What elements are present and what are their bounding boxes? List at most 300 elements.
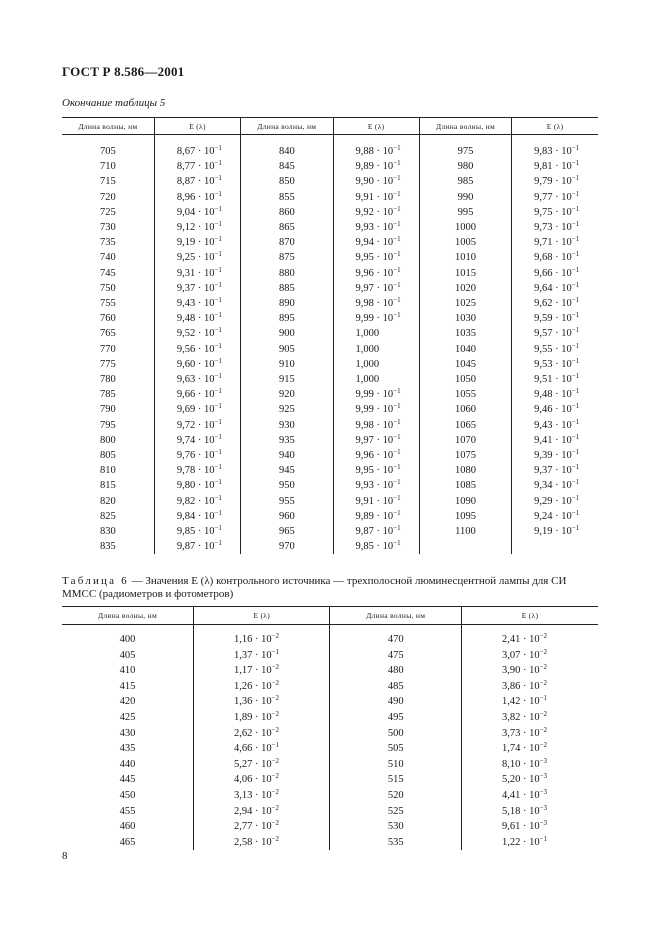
exponent: −2 (271, 709, 280, 718)
irradiance-cell: $3,73 \cdot 10^{-2}$ (461, 726, 598, 742)
irradiance-cell: $9,91 \cdot 10^{-1}$ (333, 190, 419, 205)
wavelength-cell: 895 (241, 311, 333, 326)
exponent: −1 (393, 159, 401, 168)
wavelength-cell: 885 (241, 281, 333, 296)
wavelength-cell: 990 (419, 190, 511, 205)
wavelength-cell: 855 (241, 190, 333, 205)
exponent: −1 (214, 387, 222, 396)
wavelength-cell: 1090 (419, 494, 511, 509)
exponent: −1 (571, 387, 580, 396)
exponent: −1 (571, 144, 580, 152)
wavelength-cell: 860 (241, 205, 333, 220)
irradiance-cell: $9,19 \cdot 10^{-1}$ (154, 235, 240, 250)
wavelength-cell: 1095 (419, 509, 511, 524)
irradiance-cell: $9,57 \cdot 10^{-1}$ (512, 326, 598, 341)
exponent: −1 (214, 539, 222, 548)
exponent: −1 (571, 174, 580, 183)
table-row (62, 448, 598, 463)
wavelength-cell: 810 (100, 465, 116, 477)
irradiance-cell: $8,10 \cdot 10^{-3}$ (461, 757, 598, 773)
irradiance-cell: $9,53 \cdot 10^{-1}$ (512, 357, 598, 372)
wavelength-cell: 875 (241, 250, 333, 265)
exponent: −1 (214, 280, 222, 289)
table-row (62, 387, 598, 402)
wavelength-cell: 975 (419, 144, 511, 159)
irradiance-cell: $4,66 \cdot 10^{-1}$ (193, 741, 330, 757)
irradiance-cell: $9,74 \cdot 10^{-1}$ (154, 433, 240, 448)
irradiance-cell: $9,61 \cdot 10^{-3}$ (461, 819, 598, 835)
exponent: −1 (393, 539, 401, 548)
wavelength-cell: 1015 (419, 266, 511, 281)
wavelength-cell: 960 (241, 509, 333, 524)
irradiance-cell: $1,17 \cdot 10^{-2}$ (193, 663, 330, 679)
wavelength-cell: 825 (100, 510, 116, 522)
wavelength-cell: 845 (241, 159, 333, 174)
column-header-wavelength: Длина волны, нм (330, 607, 461, 625)
table-row (62, 524, 598, 539)
exponent: −1 (393, 524, 401, 533)
exponent: −1 (271, 647, 280, 656)
exponent: −1 (539, 694, 548, 703)
wavelength-cell: 530 (330, 819, 461, 835)
exponent: −1 (393, 296, 401, 305)
wavelength-cell: 870 (241, 235, 333, 250)
exponent: −2 (539, 632, 548, 640)
wavelength-cell: 490 (330, 694, 461, 710)
wavelength-cell: 1030 (419, 311, 511, 326)
table-row (62, 835, 598, 851)
irradiance-cell: $9,90 \cdot 10^{-1}$ (333, 174, 419, 189)
irradiance-cell: $3,86 \cdot 10^{-2}$ (461, 679, 598, 695)
table-row (62, 326, 598, 341)
irradiance-cell: $9,19 \cdot 10^{-1}$ (512, 524, 598, 539)
wavelength-cell: 1085 (419, 478, 511, 493)
wavelength-cell: 765 (100, 328, 116, 340)
wavelength-cell: 880 (241, 266, 333, 281)
exponent: −3 (539, 819, 548, 828)
irradiance-cell: $1,89 \cdot 10^{-2}$ (193, 710, 330, 726)
irradiance-cell: $8,67 \cdot 10^{-1}$ (154, 144, 240, 159)
table-row (62, 757, 598, 773)
table-row (62, 819, 598, 835)
irradiance-cell: $9,89 \cdot 10^{-1}$ (333, 509, 419, 524)
irradiance-cell: $9,85 \cdot 10^{-1}$ (154, 524, 240, 539)
irradiance-cell: $9,66 \cdot 10^{-1}$ (512, 266, 598, 281)
irradiance-cell: $9,04 \cdot 10^{-1}$ (154, 205, 240, 220)
exponent: −1 (571, 417, 580, 426)
irradiance-cell: $9,98 \cdot 10^{-1}$ (333, 296, 419, 311)
irradiance-cell: $1,37 \cdot 10^{-1}$ (193, 648, 330, 664)
irradiance-cell: $9,41 \cdot 10^{-1}$ (512, 433, 598, 448)
irradiance-cell: $8,77 \cdot 10^{-1}$ (154, 159, 240, 174)
irradiance-cell: $9,87 \cdot 10^{-1}$ (333, 524, 419, 539)
exponent: −1 (393, 448, 401, 457)
table-row (62, 205, 598, 220)
wavelength-cell: 495 (330, 710, 461, 726)
exponent: −1 (393, 463, 401, 472)
wavelength-cell: 405 (119, 649, 136, 661)
irradiance-cell: $3,07 \cdot 10^{-2}$ (461, 648, 598, 664)
exponent: −1 (214, 508, 222, 517)
irradiance-cell: $9,29 \cdot 10^{-1}$ (512, 494, 598, 509)
irradiance-cell: $4,06 \cdot 10^{-2}$ (193, 772, 330, 788)
irradiance-cell: $9,97 \cdot 10^{-1}$ (333, 433, 419, 448)
irradiance-cell: $9,87 \cdot 10^{-1}$ (154, 539, 240, 554)
exponent: −2 (271, 663, 280, 672)
table-row (62, 772, 598, 788)
wavelength-cell: 980 (419, 159, 511, 174)
wavelength-cell: 470 (330, 632, 461, 648)
wavelength-cell: 425 (119, 711, 136, 723)
irradiance-cell: $9,39 \cdot 10^{-1}$ (512, 448, 598, 463)
irradiance-cell: $5,27 \cdot 10^{-2}$ (193, 757, 330, 773)
irradiance-cell: $8,96 \cdot 10^{-1}$ (154, 190, 240, 205)
exponent: −1 (214, 478, 222, 487)
irradiance-cell: $4,41 \cdot 10^{-3}$ (461, 788, 598, 804)
exponent: −1 (214, 372, 222, 381)
exponent: −2 (271, 725, 280, 734)
wavelength-cell: 400 (119, 634, 136, 645)
irradiance-cell: $9,97 \cdot 10^{-1}$ (333, 281, 419, 296)
irradiance-cell: $9,96 \cdot 10^{-1}$ (333, 448, 419, 463)
table-row (62, 539, 598, 554)
wavelength-cell: 1000 (419, 220, 511, 235)
table-row (62, 281, 598, 296)
column-header-e: E (λ) (193, 607, 330, 625)
wavelength-cell: 740 (100, 252, 116, 264)
exponent: −1 (571, 448, 580, 457)
table-row (62, 788, 598, 804)
irradiance-cell: $9,63 \cdot 10^{-1}$ (154, 372, 240, 387)
wavelength-cell: 930 (241, 418, 333, 433)
exponent: −1 (571, 524, 580, 533)
irradiance-cell: $9,94 \cdot 10^{-1}$ (333, 235, 419, 250)
table-row (62, 726, 598, 742)
wavelength-cell: 910 (241, 357, 333, 372)
exponent: −3 (539, 772, 548, 781)
irradiance-cell: $9,37 \cdot 10^{-1}$ (512, 463, 598, 478)
exponent: −2 (271, 803, 280, 812)
table-row (62, 433, 598, 448)
exponent: −1 (571, 159, 580, 168)
exponent: −1 (393, 189, 401, 198)
wavelength-cell: 985 (419, 174, 511, 189)
wavelength-cell: 750 (100, 282, 116, 294)
exponent: −1 (393, 144, 401, 152)
exponent: −1 (393, 220, 401, 229)
table-row (62, 190, 598, 205)
irradiance-cell: $9,95 \cdot 10^{-1}$ (333, 250, 419, 265)
wavelength-cell: 735 (100, 237, 116, 249)
wavelength-cell: 945 (241, 463, 333, 478)
irradiance-cell: $1,36 \cdot 10^{-2}$ (193, 694, 330, 710)
wavelength-cell: 460 (119, 821, 136, 833)
column-header-e: E (λ) (461, 607, 598, 625)
exponent: −1 (214, 204, 222, 213)
wavelength-cell: 710 (100, 161, 116, 173)
irradiance-cell: $9,93 \cdot 10^{-1}$ (333, 478, 419, 493)
irradiance-cell: $2,77 \cdot 10^{-2}$ (193, 819, 330, 835)
exponent: −2 (539, 647, 548, 656)
table-row (62, 159, 598, 174)
irradiance-cell: $9,43 \cdot 10^{-1}$ (154, 296, 240, 311)
irradiance-cell: $9,91 \cdot 10^{-1}$ (333, 494, 419, 509)
wavelength-cell: 1065 (419, 418, 511, 433)
exponent: −1 (393, 493, 401, 502)
column-header-wavelength: Длина волны, нм (62, 607, 193, 625)
column-header-e: E (λ) (333, 118, 419, 135)
irradiance-cell: $1,16 \cdot 10^{-2}$ (193, 632, 330, 648)
exponent: −1 (539, 834, 548, 843)
wavelength-cell: 775 (100, 358, 116, 370)
exponent: −1 (214, 189, 222, 198)
exponent: −1 (571, 235, 580, 244)
irradiance-cell: $9,56 \cdot 10^{-1}$ (154, 342, 240, 357)
irradiance-cell: $9,83 \cdot 10^{-1}$ (512, 144, 598, 159)
exponent: −2 (271, 819, 280, 828)
exponent: −1 (214, 235, 222, 244)
exponent: −2 (271, 756, 280, 765)
exponent: −1 (571, 189, 580, 198)
table-row (62, 694, 598, 710)
irradiance-cell: $9,99 \cdot 10^{-1}$ (333, 402, 419, 417)
table-row (62, 632, 598, 648)
irradiance-cell: $9,88 \cdot 10^{-1}$ (333, 144, 419, 159)
wavelength-cell: 1010 (419, 250, 511, 265)
exponent: −1 (571, 341, 580, 350)
exponent: −1 (571, 432, 580, 441)
irradiance-cell: $9,80 \cdot 10^{-1}$ (154, 478, 240, 493)
irradiance-cell: $1,22 \cdot 10^{-1}$ (461, 835, 598, 851)
exponent: −1 (571, 311, 580, 320)
irradiance-cell: $5,18 \cdot 10^{-3}$ (461, 804, 598, 820)
irradiance-cell: 1,000 (333, 357, 419, 372)
irradiance-cell: $9,96 \cdot 10^{-1}$ (333, 266, 419, 281)
table-row (62, 494, 598, 509)
irradiance-cell: $9,79 \cdot 10^{-1}$ (512, 174, 598, 189)
wavelength-cell: 965 (241, 524, 333, 539)
table-row (62, 266, 598, 281)
exponent: −1 (393, 387, 401, 396)
exponent: −1 (571, 296, 580, 305)
document-header: ГОСТ Р 8.586—2001 (62, 64, 185, 79)
wavelength-cell: 450 (119, 789, 136, 801)
exponent: −1 (393, 432, 401, 441)
table-row (62, 372, 598, 387)
wavelength-cell: 720 (100, 191, 116, 203)
wavelength-cell: 515 (330, 772, 461, 788)
wavelength-cell: 1040 (419, 342, 511, 357)
exponent: −1 (393, 508, 401, 517)
wavelength-cell: 970 (241, 539, 333, 554)
exponent: −1 (214, 296, 222, 305)
wavelength-cell: 950 (241, 478, 333, 493)
irradiance-cell: $3,90 \cdot 10^{-2}$ (461, 663, 598, 679)
exponent: −1 (571, 402, 580, 411)
wavelength-cell: 715 (100, 176, 116, 188)
table-row (62, 509, 598, 524)
wavelength-cell: 455 (119, 805, 136, 817)
wavelength-cell: 835 (100, 541, 116, 553)
irradiance-cell: $3,82 \cdot 10^{-2}$ (461, 710, 598, 726)
table-row (62, 250, 598, 265)
exponent: −2 (271, 694, 280, 703)
wavelength-cell: 815 (100, 480, 116, 492)
exponent: −1 (214, 448, 222, 457)
table-row (62, 311, 598, 326)
wavelength-cell: 1075 (419, 448, 511, 463)
table-row (62, 741, 598, 757)
column-header-wavelength: Длина волны, нм (241, 118, 333, 135)
exponent: −1 (214, 356, 222, 365)
irradiance-cell: $9,99 \cdot 10^{-1}$ (333, 387, 419, 402)
table6-body (62, 625, 598, 851)
irradiance-cell: $9,77 \cdot 10^{-1}$ (512, 190, 598, 205)
wavelength-cell: 510 (330, 757, 461, 773)
irradiance-cell: $9,48 \cdot 10^{-1}$ (154, 311, 240, 326)
irradiance-cell: $9,60 \cdot 10^{-1}$ (154, 357, 240, 372)
exponent: −2 (539, 741, 548, 750)
table-row (62, 144, 598, 159)
exponent: −1 (571, 204, 580, 213)
wavelength-cell: 1060 (419, 402, 511, 417)
wavelength-cell: 920 (241, 387, 333, 402)
wavelength-cell: 915 (241, 372, 333, 387)
exponent: −1 (214, 159, 222, 168)
exponent: −1 (571, 356, 580, 365)
irradiance-cell: $9,12 \cdot 10^{-1}$ (154, 220, 240, 235)
irradiance-cell: $2,62 \cdot 10^{-2}$ (193, 726, 330, 742)
irradiance-cell: $2,58 \cdot 10^{-2}$ (193, 835, 330, 851)
wavelength-cell: 1020 (419, 281, 511, 296)
irradiance-cell: $9,68 \cdot 10^{-1}$ (512, 250, 598, 265)
wavelength-cell: 1080 (419, 463, 511, 478)
table-row (62, 710, 598, 726)
wavelength-cell: 780 (100, 374, 116, 386)
irradiance-cell: $1,42 \cdot 10^{-1}$ (461, 694, 598, 710)
table-row (62, 463, 598, 478)
wavelength-cell: 725 (100, 206, 116, 218)
table6-header-row (62, 607, 598, 625)
table-5 (62, 117, 598, 554)
wavelength-cell: 1050 (419, 372, 511, 387)
exponent: −1 (571, 326, 580, 335)
exponent: −1 (214, 417, 222, 426)
irradiance-cell: $2,94 \cdot 10^{-2}$ (193, 804, 330, 820)
wavelength-cell: 465 (119, 836, 136, 848)
exponent: −1 (214, 326, 222, 335)
irradiance-cell: $9,31 \cdot 10^{-1}$ (154, 266, 240, 281)
irradiance-cell: $9,55 \cdot 10^{-1}$ (512, 342, 598, 357)
irradiance-cell: $9,43 \cdot 10^{-1}$ (512, 418, 598, 433)
exponent: −1 (393, 417, 401, 426)
table-row (62, 357, 598, 372)
column-header-wavelength: Длина волны, нм (419, 118, 511, 135)
wavelength-cell: 445 (119, 774, 136, 786)
wavelength-cell: 865 (241, 220, 333, 235)
wavelength-cell: 1070 (419, 433, 511, 448)
exponent: −1 (571, 220, 580, 229)
irradiance-cell: $9,95 \cdot 10^{-1}$ (333, 463, 419, 478)
irradiance-cell: $9,37 \cdot 10^{-1}$ (154, 281, 240, 296)
wavelength-cell: 935 (241, 433, 333, 448)
wavelength-cell: 755 (100, 298, 116, 310)
table-row (62, 648, 598, 664)
irradiance-cell: $9,81 \cdot 10^{-1}$ (512, 159, 598, 174)
wavelength-cell: 1100 (419, 524, 511, 539)
table-row (62, 342, 598, 357)
wavelength-cell: 850 (241, 174, 333, 189)
exponent: −1 (571, 372, 580, 381)
irradiance-cell: $9,52 \cdot 10^{-1}$ (154, 326, 240, 341)
exponent: −3 (539, 756, 548, 765)
exponent: −2 (271, 632, 280, 640)
irradiance-cell: 1,000 (333, 326, 419, 341)
wavelength-cell: 830 (100, 526, 116, 538)
exponent: −1 (393, 311, 401, 320)
wavelength-cell: 415 (119, 680, 136, 692)
exponent: −1 (214, 524, 222, 533)
irradiance-cell: $9,93 \cdot 10^{-1}$ (333, 220, 419, 235)
wavelength-cell: 1055 (419, 387, 511, 402)
irradiance-cell: $9,71 \cdot 10^{-1}$ (512, 235, 598, 250)
irradiance-cell: $9,64 \cdot 10^{-1}$ (512, 281, 598, 296)
wavelength-cell: 1005 (419, 235, 511, 250)
spacer-row (62, 135, 598, 145)
irradiance-cell: $9,66 \cdot 10^{-1}$ (154, 387, 240, 402)
irradiance-cell: 1,000 (333, 342, 419, 357)
wavelength-cell: 435 (119, 743, 136, 755)
wavelength-cell: 955 (241, 494, 333, 509)
wavelength-cell: 480 (330, 663, 461, 679)
exponent: −1 (214, 493, 222, 502)
exponent: −1 (393, 265, 401, 274)
wavelength-cell: 800 (100, 434, 116, 446)
table-row (62, 296, 598, 311)
wavelength-cell: 890 (241, 296, 333, 311)
wavelength-cell: 995 (419, 205, 511, 220)
exponent: −1 (571, 250, 580, 259)
table-row (62, 174, 598, 189)
exponent: −1 (214, 174, 222, 183)
wavelength-cell: 905 (241, 342, 333, 357)
exponent: −1 (393, 402, 401, 411)
exponent: −2 (539, 725, 548, 734)
wavelength-cell: 925 (241, 402, 333, 417)
exponent: −1 (571, 508, 580, 517)
irradiance-cell: $9,48 \cdot 10^{-1}$ (512, 387, 598, 402)
table-row (62, 679, 598, 695)
wavelength-cell: 410 (119, 665, 136, 677)
wavelength-cell: 760 (100, 313, 116, 325)
irradiance-cell: $9,72 \cdot 10^{-1}$ (154, 418, 240, 433)
wavelength-cell: 795 (100, 419, 116, 431)
wavelength-cell: 790 (100, 404, 116, 416)
irradiance-cell: $9,73 \cdot 10^{-1}$ (512, 220, 598, 235)
irradiance-cell: $9,99 \cdot 10^{-1}$ (333, 311, 419, 326)
exponent: −1 (214, 341, 222, 350)
exponent: −1 (214, 265, 222, 274)
irradiance-cell (512, 539, 598, 554)
exponent: −1 (214, 144, 222, 152)
irradiance-cell: $9,85 \cdot 10^{-1}$ (333, 539, 419, 554)
exponent: −2 (271, 772, 280, 781)
irradiance-cell: $9,78 \cdot 10^{-1}$ (154, 463, 240, 478)
irradiance-cell: $1,26 \cdot 10^{-2}$ (193, 679, 330, 695)
exponent: −1 (214, 311, 222, 320)
column-header-wavelength: Длина волны, нм (62, 118, 154, 135)
wavelength-cell: 820 (100, 495, 116, 507)
